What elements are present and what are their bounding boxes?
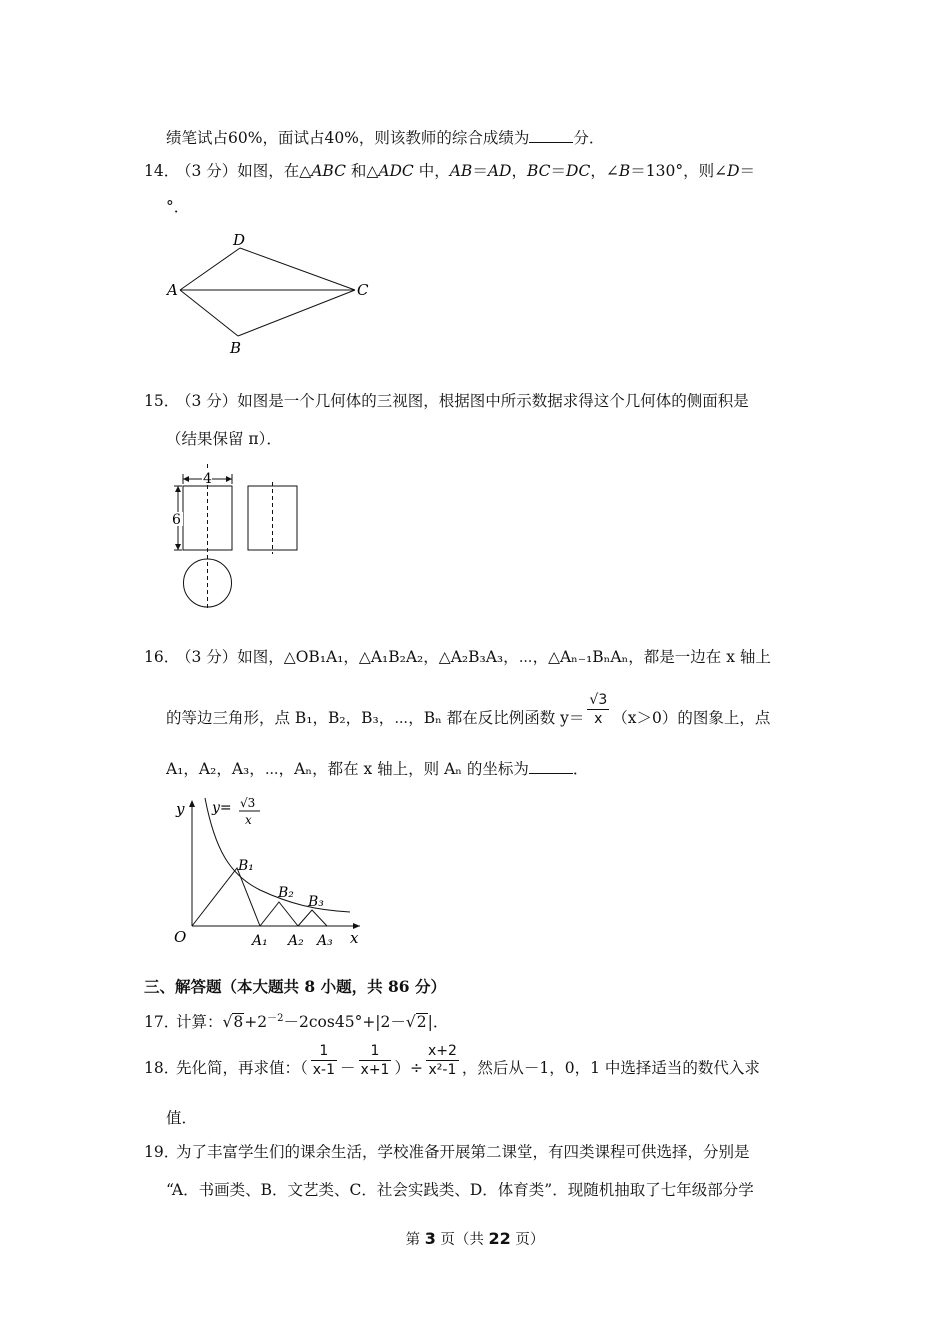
- q16-label-a1: A₁: [252, 933, 268, 949]
- q14-label-a: A: [167, 281, 178, 299]
- q17-expr-a: +2: [244, 1013, 268, 1031]
- q14-mid: 中，: [413, 162, 450, 180]
- q14-label-c: C: [357, 281, 369, 299]
- q15-number: 15．: [144, 392, 180, 410]
- q16-line3-tail: ．: [572, 760, 589, 778]
- q17-number: 17．: [144, 1013, 180, 1031]
- q16-line3: [166, 759, 588, 779]
- q16-line1: 如图，△OB₁A₁，△A₁B₂A₂，△A₂B₃A₃，⋯，△Aₙ₋₁BₙAₙ，都是一边在 x 轴上: [237, 648, 771, 666]
- q13-text-end: 分．: [573, 129, 605, 147]
- q18-tail: 值．: [166, 1109, 198, 1127]
- q14-stem: [144, 161, 755, 181]
- q16-line2-text: 的等边三角形，点 B₁，B₂，B₃，⋯，Bₙ 都在反比例函数 y＝: [166, 709, 585, 727]
- q13-tail: [166, 128, 604, 148]
- q18-f2-den: x+1: [360, 1061, 390, 1078]
- q18-stem: [144, 1042, 760, 1079]
- q18-f3-num: x+2: [427, 1042, 457, 1059]
- q16-label-o: O: [174, 928, 187, 946]
- q14-angle-value: ＝130°，则∠: [630, 162, 728, 180]
- footer-suffix: 页）: [510, 1232, 545, 1248]
- q14-dc: DC: [566, 162, 591, 180]
- page-footer: [0, 1228, 950, 1249]
- q17-root-8: 8: [233, 1013, 244, 1031]
- footer-page-number: 3: [424, 1229, 436, 1248]
- q18-text-b: ，然后从－1，0，1 中选择适当的数代入求: [461, 1059, 760, 1077]
- q16-label-y: y: [176, 800, 185, 818]
- q16-label-func: y=: [212, 800, 232, 816]
- q14-eq-2: ＝: [550, 162, 567, 180]
- q18-f3-den: x²-1: [428, 1061, 457, 1078]
- q15-figure: [160, 460, 320, 615]
- q16-label-b3: B₃: [308, 894, 324, 910]
- q17-exponent: －2: [267, 1013, 284, 1024]
- q14-edge-dc: [240, 248, 355, 290]
- q14-text: 如图，在△: [237, 162, 312, 180]
- q14-d: D: [727, 162, 740, 180]
- q16-triangle-2: [260, 902, 298, 926]
- q14-edge-ad: [180, 248, 240, 290]
- q16-label-b1: B₁: [238, 858, 254, 874]
- q14-ad: AD: [487, 162, 512, 180]
- q16-triangle-1: [192, 868, 260, 926]
- q14-bc: BC: [526, 162, 551, 180]
- q14-number: 14．: [144, 162, 180, 180]
- q15-label-height: 6: [172, 512, 181, 528]
- q17-text: 计算：: [176, 1013, 223, 1031]
- q18-minus: －: [340, 1059, 356, 1077]
- q14-tail: °．: [166, 198, 190, 216]
- q15-score: （3 分）: [176, 392, 238, 410]
- q16-line2-tail: （x＞0）的图象上，点: [612, 709, 771, 727]
- footer-total-pages: 22: [488, 1229, 511, 1248]
- q13-answer-blank: [529, 128, 573, 143]
- q18-f1-num: 1: [311, 1042, 337, 1061]
- q14-and: 和△: [345, 162, 379, 180]
- q14-eq-3: ＝: [739, 162, 756, 180]
- q19-number: 19．: [144, 1143, 180, 1161]
- q14-b: B: [618, 162, 631, 180]
- q14-comma: ，: [511, 162, 527, 180]
- q19-line2: “A．书画类、B．文艺类、C．社会实践类、D．体育类”．现随机抽取了七年级部分学: [166, 1181, 754, 1199]
- q16-answer-blank: [529, 759, 573, 774]
- q16-frac-num: √3: [589, 691, 608, 708]
- q17-root-sign: √: [222, 1013, 233, 1031]
- q16-line2: [166, 691, 771, 728]
- q14-eq: ＝: [472, 162, 488, 180]
- q16-triangle-3: [298, 910, 327, 926]
- q16-line3-text: A₁，A₂，A₃，⋯，Aₙ，都在 x 轴上，则 Aₙ 的坐标为: [166, 760, 529, 778]
- q16-y-arrow: [189, 800, 195, 807]
- footer-prefix: 第: [405, 1232, 425, 1248]
- q17-expr-b: －2cos45°+|2－: [283, 1013, 406, 1031]
- q16-frac-den: x: [594, 710, 603, 727]
- q13-text: 绩笔试占60%，面试占40%，则该教师的综合成绩为: [166, 129, 530, 147]
- q14-label-b: B: [230, 339, 242, 357]
- q14-angle-sign: ，∠: [590, 162, 619, 180]
- q15-text: 如图是一个几何体的三视图，根据图中所示数据求得这个几何体的侧面积是: [237, 392, 749, 410]
- q16-label-x: x: [350, 929, 359, 947]
- q14-abc: ABC: [311, 162, 346, 180]
- q16-label-a3: A₃: [317, 933, 333, 949]
- q14-figure: [160, 228, 380, 358]
- q14-edge-bc: [238, 290, 355, 336]
- q18-divide: ）÷: [394, 1059, 423, 1077]
- q14-ab: AB: [449, 162, 473, 180]
- footer-mid: 页（共: [435, 1232, 489, 1248]
- q16-label-func-num: √3: [240, 796, 256, 810]
- q15-tail: （结果保留 π）．: [166, 430, 282, 448]
- q19-line1: 为了丰富学生们的课余生活，学校准备开展第二课堂，有四类课程可供选择，分别是: [176, 1143, 750, 1161]
- q16-stem: [144, 647, 771, 667]
- q16-function-fraction: [587, 691, 609, 728]
- q17-expr-c: |．: [427, 1013, 449, 1031]
- q16-label-func-den: x: [245, 813, 252, 827]
- q17-stem: [144, 1012, 448, 1032]
- q18-f1-den: x-1: [312, 1061, 336, 1078]
- q16-label-a2: A₂: [288, 933, 304, 949]
- q19-stem: [144, 1142, 750, 1162]
- q14-score: （3 分）: [176, 162, 238, 180]
- q17-root-2: 2: [416, 1013, 427, 1031]
- section-3-title: 三、解答题（本大题共 8 小题，共 86 分）: [144, 977, 446, 996]
- q18-f2-num: 1: [359, 1042, 392, 1061]
- q16-label-b2: B₂: [278, 885, 294, 901]
- q16-score: （3 分）: [176, 648, 238, 666]
- q18-number: 18．: [144, 1059, 180, 1077]
- q14-adc: ADC: [378, 162, 414, 180]
- q18-text-a: 先化简，再求值：（: [176, 1059, 308, 1077]
- q15-label-width: 4: [203, 471, 212, 487]
- q16-figure: [160, 790, 375, 955]
- q18-fraction-2: [359, 1042, 392, 1079]
- q14-label-d: D: [233, 231, 246, 249]
- q16-number: 16．: [144, 648, 180, 666]
- q14-edge-ab: [180, 290, 238, 336]
- q15-stem: [144, 391, 749, 411]
- q17-root-sign-2: √: [405, 1013, 416, 1031]
- q18-fraction-3: [426, 1042, 459, 1079]
- q18-fraction-1: [311, 1042, 337, 1079]
